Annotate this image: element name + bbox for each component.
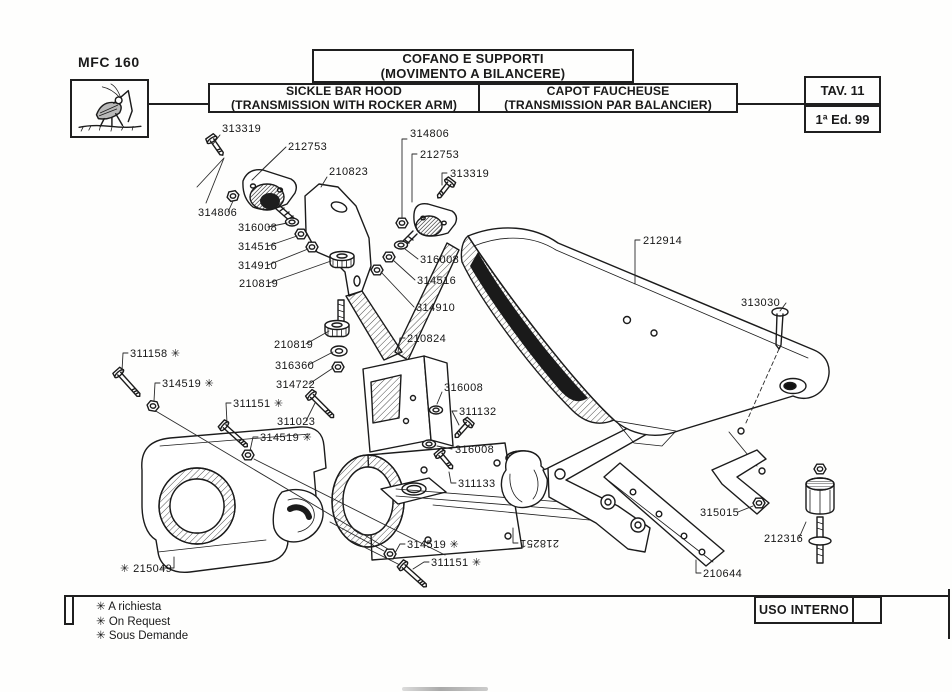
part-number-label: 313319: [222, 123, 262, 135]
part-number-label: 314910: [238, 260, 278, 272]
legend-item-italian: ✳ A richiesta: [96, 601, 162, 613]
support-column-drawing: [363, 356, 453, 452]
part-number-label: 313030: [741, 297, 781, 309]
part-number-label: 212914: [643, 235, 683, 247]
title-it-line1: COFANO E SUPPORTI: [402, 51, 544, 66]
legend-item-english: ✳ On Request: [96, 615, 171, 628]
internal-use-label: USO INTERNO: [758, 603, 850, 617]
part-number-label: ✳ 215049: [120, 563, 173, 575]
part-number-label: 210823: [329, 166, 369, 178]
part-number-label: 314519 ✳: [407, 539, 460, 551]
part-number-label: 314722: [276, 379, 316, 391]
right-mount-plate-drawing: [401, 204, 456, 246]
part-number-label: 314516: [238, 241, 278, 253]
housing-drawing: [142, 427, 326, 572]
part-number-label: 314519 ✳: [162, 378, 215, 390]
part-number-label: 311151 ✳: [233, 398, 284, 410]
part-number-label: 311133: [458, 478, 496, 490]
part-number-label: 210644: [703, 568, 743, 580]
part-number-label: 316008: [420, 254, 460, 266]
stamp-box: [852, 596, 882, 624]
asterisk-legend: [96, 600, 188, 644]
part-number-label: 210819: [274, 339, 314, 351]
page-edge-mark: [948, 589, 950, 639]
edition: 1ª Ed. 99: [815, 111, 870, 127]
part-number-label: 315015: [700, 507, 740, 519]
part-number-label: 311158 ✳: [130, 348, 181, 360]
hood-drawing: [461, 228, 829, 446]
part-number-label: 316360: [275, 360, 315, 372]
plate-number: TAV. 11: [820, 83, 865, 98]
part-number-label: 218251: [519, 537, 559, 549]
title-it-line2: (MOVIMENTO A BILANCERE): [380, 66, 566, 81]
legend-item-french: ✳ Sous Demande: [96, 630, 189, 642]
part-number-label: 313319: [450, 168, 490, 180]
part-number-label: 316008: [455, 444, 495, 456]
scan-artifact: [402, 687, 488, 691]
internal-use-box: [754, 596, 854, 624]
part-number-label: 314910: [416, 302, 456, 314]
part-number-label: 212753: [420, 149, 460, 161]
part-number-label: 210824: [407, 333, 447, 345]
left-mount-plate-drawing: [243, 170, 296, 222]
title-en-line1: SICKLE BAR HOOD: [286, 84, 402, 98]
part-number-label: 316008: [444, 382, 484, 394]
part-number-label: 210819: [239, 278, 279, 290]
part-number-label: 316008: [238, 222, 278, 234]
footer-left-bracket: [64, 595, 74, 625]
part-number-label: 311151 ✳: [431, 557, 482, 569]
part-number-label: 212753: [288, 141, 328, 153]
title-fr-line1: CAPOT FAUCHEUSE: [546, 84, 670, 98]
part-number-label: 311023: [277, 416, 316, 428]
part-number-label: 314806: [410, 128, 450, 140]
part-number-label: 212316: [764, 533, 804, 545]
part-number-label: 314519 ✳: [260, 432, 313, 444]
part-number-label: 314806: [198, 207, 238, 219]
title-en-line2: (TRANSMISSION WITH ROCKER ARM): [231, 98, 457, 112]
model-code: MFC 160: [78, 54, 140, 70]
part-number-label: 311132: [459, 406, 497, 418]
title-fr-line2: (TRANSMISSION PAR BALANCIER): [504, 98, 712, 112]
part-number-label: 314516: [417, 275, 457, 287]
